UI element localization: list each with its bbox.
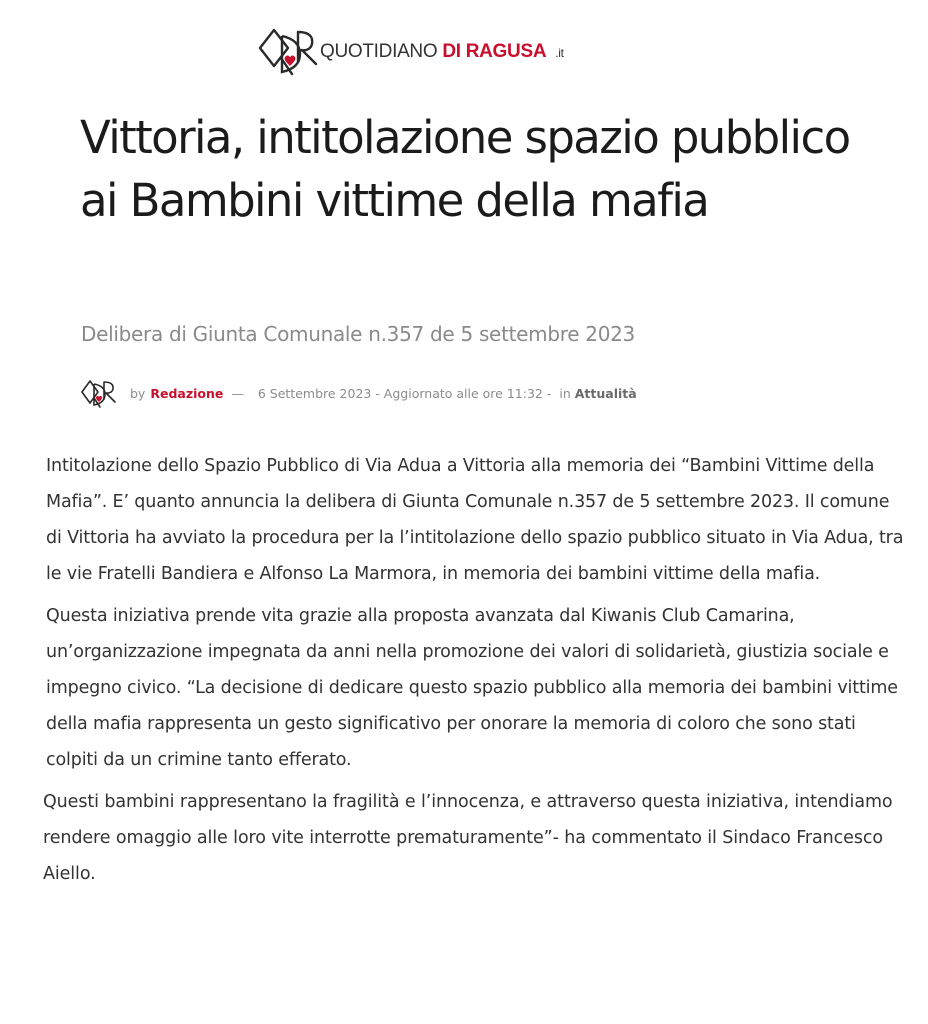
article-body (43, 448, 908, 898)
logo-word-quotidiano: QUOTIDIANO (320, 41, 438, 62)
category-link[interactable]: Attualità (574, 385, 637, 401)
author-link[interactable]: Redazione (150, 385, 224, 401)
meta-in-label: in (559, 385, 571, 401)
article-paragraph-2: Questa iniziativa prende vita grazie alla proposta avanzata dal Kiwanis Club Camarina, un’organizzazione impegnata da anni nella promozione dei valori di solidarietà, giustizia sociale e impegno civico. “La decisione di dedicare questo spazio pubblico alla memoria dei bambini vittime della mafia rappresenta un gesto significativo per onorare la memoria di coloro che sono stati colpiti da un crimine tanto efferato. (46, 606, 898, 770)
site-header (256, 22, 564, 78)
meta-dash: — (231, 385, 244, 401)
meta-date: 6 Settembre 2023 - Aggiornato alle ore 11:32 - (257, 385, 552, 401)
author-avatar-icon[interactable] (80, 378, 118, 408)
article-subtitle: Delibera di Giunta Comunale n.357 de 5 settembre 2023 (81, 322, 635, 346)
article-paragraph-1: Intitolazione dello Spazio Pubblico di Via Adua a Vittoria alla memoria dei “Bambini Vittime della Mafia”. E’ quanto annuncia la delibera di Giunta Comunale n.357 de 5 settembre 2023. Il comune di Vittoria ha avviato la procedura per la l’intitolazione dello spazio pubblico situato in Via Adua, tra le vie Fratelli Bandiera e Alfonso La Marmora, in memoria dei bambini vittime della mafia. (46, 456, 904, 584)
logo-word-city: DI RAGUSA (442, 41, 547, 62)
site-logo-wordmark[interactable] (320, 41, 564, 63)
qdr-logo-icon[interactable] (256, 22, 318, 78)
meta-by-label: by (130, 385, 146, 401)
logo-word-tld: .it (555, 46, 564, 60)
article-title: Vittoria, intitolazione spazio pubblico ai Bambini vittime della mafia (80, 111, 850, 227)
article-meta (80, 378, 637, 408)
article-paragraph-3: Questi bambini rappresentano la fragilità e l’innocenza, e attraverso questa iniziativa, intendiamo rendere omaggio alle loro vite interrotte prematuramente”- ha commentato il Sindaco Francesco Aiello. (43, 792, 893, 884)
